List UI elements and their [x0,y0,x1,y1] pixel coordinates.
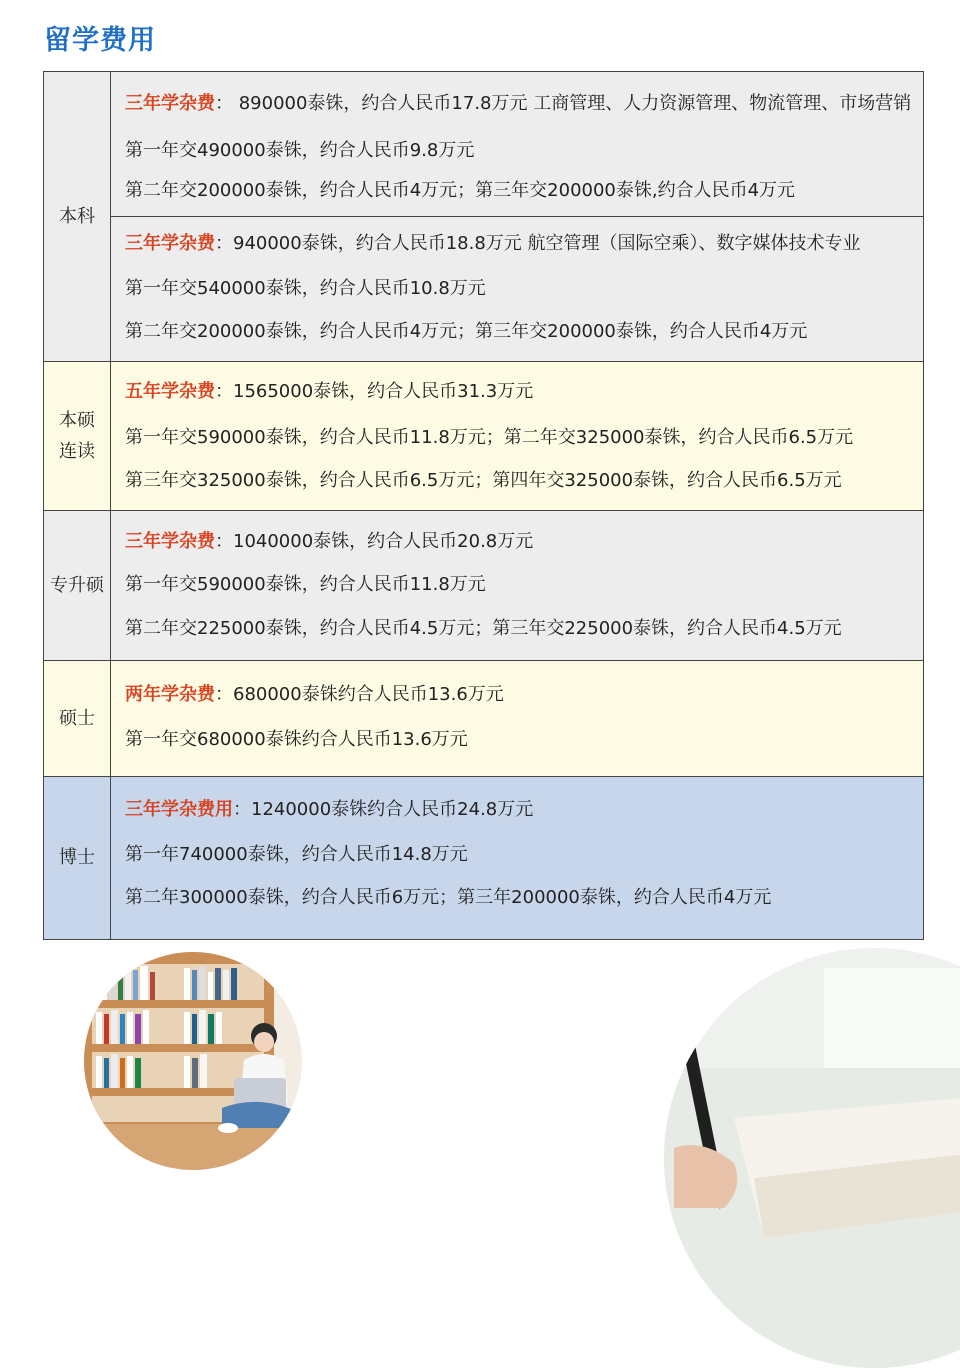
fee-detail-line: 第一年交490000泰铢，约合人民币9.8万元 [125,140,475,161]
fee-detail-line: 第二年交200000泰铢，约合人民币4万元；第三年交200000泰铢,约合人民币4万元 [125,180,796,201]
fee-block-five-year [111,362,923,508]
table-row-doctorate [44,777,923,939]
tuition-fee-table [43,71,924,940]
row-label-line: 本硕 [59,409,95,431]
fee-detail-line: 第一年交680000泰铢约合人民币13.6万元 [125,729,468,750]
row-label-line: 连读 [59,441,95,462]
fee-summary-line [125,362,923,416]
fee-block-two-year [111,661,923,775]
row-label-bachelor-master [44,362,111,510]
fee-summary-text: ：1040000泰铢，约合人民币20.8万元 [215,531,534,552]
fee-detail-line: 第一年交590000泰铢，约合人民币11.8万元；第二年交325000泰铢，约合人民币6.5万元 [125,427,854,448]
fee-summary-text: ：1565000泰铢，约合人民币31.3万元 [215,381,534,402]
fee-summary-line [125,661,923,717]
fee-block-business [111,72,923,216]
fee-summary-line [125,217,923,267]
fee-summary-text: ：1240000泰铢约合人民币24.8万元 [233,799,534,820]
fee-summary-text: ： 890000泰铢，约合人民币17.8万元 工商管理、人力资源管理、物流管理、市场营销 [215,93,912,114]
table-row-bachelor [44,72,923,362]
fee-detail-line: 第三年交325000泰铢，约合人民币6.5万元；第四年交325000泰铢，约合人民币6.5万元 [125,470,842,491]
fee-type-label: 两年学杂费 [125,684,215,705]
row-label-bachelor: 本科 [44,72,111,361]
row-content-master [111,661,923,776]
row-content-bachelor-master [111,362,923,510]
row-content-bachelor [111,72,923,361]
hand-writing-with-pen-photo [664,948,960,1368]
fee-block-three-year [111,511,923,659]
row-content-associate-master [111,511,923,660]
fee-type-label: 三年学杂费用 [125,799,233,820]
fee-detail-line: 第一年交590000泰铢，约合人民币11.8万元 [125,574,486,595]
row-label-master: 硕士 [44,661,111,776]
fee-block-aviation [111,216,923,361]
table-row-bachelor-master [44,362,923,511]
row-label-doctorate: 博士 [44,777,111,939]
fee-summary-text: ：940000泰铢，约合人民币18.8万元 航空管理（国际空乘）、数字媒体技术专业 [215,233,861,254]
fee-type-label: 三年学杂费 [125,531,215,552]
fee-type-label: 五年学杂费 [125,381,215,402]
fee-summary-text: ：680000泰铢约合人民币13.6万元 [215,684,504,705]
table-row-associate-master [44,511,923,661]
row-label-associate-master: 专升硕 [44,511,111,660]
table-row-master [44,661,923,777]
fee-detail-line: 第二年交225000泰铢，约合人民币4.5万元；第三年交225000泰铢，约合人民币4.5万元 [125,618,842,639]
fee-summary-line [125,72,923,122]
fee-summary-line [125,777,923,833]
fee-detail-line: 第一年交540000泰铢，约合人民币10.8万元 [125,278,486,299]
fee-detail-line: 第二年交200000泰铢，约合人民币4万元；第三年交200000泰铢，约合人民币4万元 [125,321,808,342]
fee-type-label: 三年学杂费 [125,233,215,254]
fee-detail-line: 第二年300000泰铢，约合人民币6万元；第三年200000泰铢，约合人民币4万元 [125,887,772,908]
fee-block-doctorate [111,777,923,937]
page-title: 留学费用 [44,25,156,56]
fee-summary-line [125,511,923,563]
fee-type-label: 三年学杂费 [125,93,215,114]
student-in-library-photo [84,952,302,1170]
row-content-doctorate [111,777,923,939]
fee-detail-line: 第一年740000泰铢，约合人民币14.8万元 [125,844,468,865]
